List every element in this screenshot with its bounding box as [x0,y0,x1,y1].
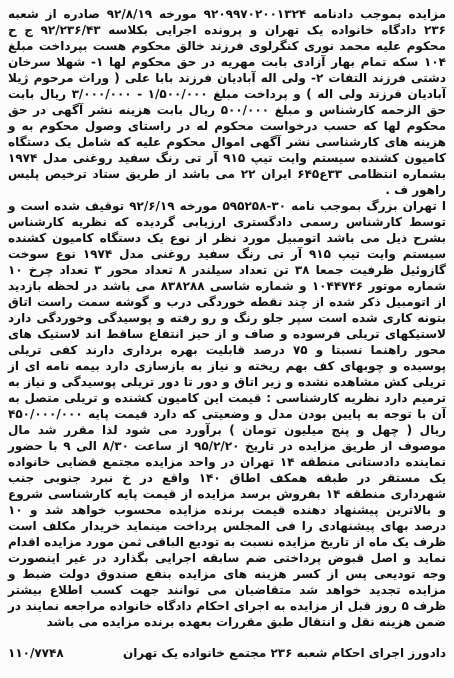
issuer-line: دادورز اجرای احکام شعبه ۲۳۶ مجتمع خانواده یک تهران [122,646,446,660]
auction-notice [4,4,450,674]
notice-signature [8,646,446,660]
notice-paragraph-2: ا تهران بزرگ بموجب نامه ۳۰-۵۹۵۲۵۸ مورخه ۹۲/۶/۱۹ توقیف شده است و توسط کارشناس رسمی دادگستری ارزیابی گردیده که نظریه کارشناس بشرح ذیل می باشد اتومبیل مورد نظر از نوع یک دستگاه کامیون کشنده سیستم وایت تیپ ۹۱۵ آر تی رنگ سفید روغنی مدل ۱۹۷۴ نوع سوخت گازوئیل ظرفیت جمعا ۳۸ تن تعداد سیلندر ۸ تعداد محور ۳ تعداد چرخ ۱۰ شماره موتور ۱۰۴۴۷۴۶ و شماره شاسی ۸۳۸۲۸۸ می باشد در لحظه بازدید از اتومبیل ذکر شده از چند نقطه خوردگی درب و گوشه سمت راست اتاق بتونه کاری شده است سپر جلو رنگ و رو رفته و پوسیدگی وخوردگی دارد لاستیکهای تریلی فرسوده و صاف و از حیز انتفاع ساقط اند لاستیک های محور راهنما نسبتا و ۷۵ درصد قابلیت بهره برداری دارند کفی تریلی پوسیده و چوبهای کف بهم ریخته و نیاز به بازسازی دارد بیمه نامه ای از تریلی کش مشاهده نشده و زیر اتاق و دور تا دور تریلی پوسیدگی و نیاز به ترمیم دارد نظریه کارشناسی : قیمت این کامیون کشنده و تریلی متصل به آن با توجه به پایین بودن مدل و وضعیتی که دارد قیمت پایه ۴۵۰/۰۰۰/۰۰۰ ریال ( چهل و پنج میلیون تومان ) برآورد می شود لذا مقرر شد مال موصوف از طریق مزایده در تاریخ ۹۵/۲/۲۰ از ساعت ۸/۳۰ الی ۹ با حضور نماینده دادستانی منطقه ۱۴ تهران در واحد مزایده مجتمع قضایی خانواده یک مستقر در طبقه همکف اطاق ۱۴۰ واقع در خ نبرد جنوبی جنب شهرداری منطقه ۱۴ بفروش برسد مزایده از قیمت پایه کارشناسی شروع و بالاترین پیشنهاد دهنده قیمت برنده مزایده محسوب خواهد شد و ۱۰ درصد بهای پیشنهادی را فی المجلس پرداخت مینماید خریدار مکلف است ظرف یک ماه از تاریخ مزایده نسبت به تودیع الباقی ثمن مورد مزایده اقدام نماید و اصل قبوض پرداختی ضم سابقه اجرایی بگذارد در غیر اینصورت وجه تودیعی پس از کسر هزینه های مزایده بنفع صندوق دولت ضبط و مزایده تجدید خواهد شد متقاضیان می توانند جهت کسب اطلاع بیشتر ظرف ۵ روز قبل از مزایده به اجرای احکام دادگاه خانواده مراجعه نمایند در ضمن هزینه نقل و انتقال طبق مقررات بعهده برنده مزایده می باشد [8,199,447,629]
notice-paragraph-1: مزایده بموجب دادنامه ۹۲۰۹۹۷۰۲۰۰۱۳۲۴ مورخه ۹۲/۸/۱۹ صادره از شعبه ۲۳۶ دادگاه خانواده یک تهران و پرونده اجرایی بکلاسه ۹۲/۲۳۶/۴۳ ج ح محکوم علیه محمد نوری کنگرلوی فرزند خالق محکوم هست بپرداخت مبلغ ۱۰۴ سکه تمام بهار آزادی بابت مهریه در حق محکوم لها ۱- شهلا سرخان دشتی فرزند التفات ۲- ولی اله آبادیان فرزند بابا علی ( وراث مرحوم ژیلا آبادیان فرزند ولی اله ) و پرداخت مبلغ ۱/۵۰۰/۰۰۰ - ۳/۰۰۰/۰۰۰ ریال بابت حق الزحمه کارشناس و مبلغ ۵۰۰/۰۰۰ ریال بابت هزینه نشر آگهی در حق محکوم لها که حسب درخواست محکوم له در راستای وصول محکوم به و هزینه های کارشناسی نشر آگهی اموال محکوم علیه که شامل یک دستگاه کامیون کشنده سیستم وایت تیپ ۹۱۵ آر تی رنگ سفید روغنی مدل ۱۹۷۴ بشماره انتظامی ۳۳ع۶۴۵ ایران ۲۲ می باشد از طریق ستاد ترخیص پلیس راهور ف . [8,7,447,197]
reference-number: ۱۱۰/۷۷۴۸ [8,646,64,660]
